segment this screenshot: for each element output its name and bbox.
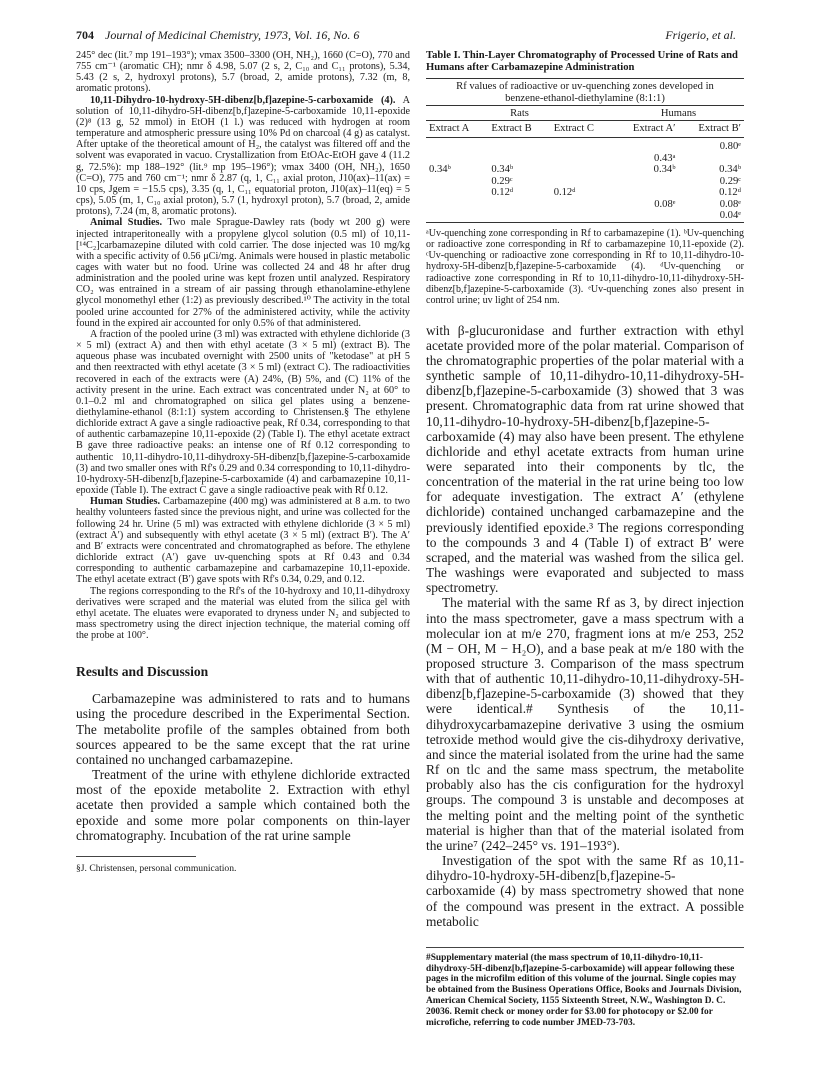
paragraph-human-studies — [76, 496, 410, 585]
paragraph-results-4: The material with the same Rf as 3, by direct injection into the mass spectrometer, gave a mass spectrum with a molecular ion at m/e 270, fragment ions at m/e 253, 252 (M − OH, M − H₂O), and a base peak at m/e 180 with the proposed structure 3. Comparison of the mass spectrum with that of authentic 10,11-dihydro-10,11-dihydroxy-5H-dibenz[b,f]azepine-5-carboxamide (3) showed that they were identical.# Synthesis of the 10,11-dihydroxycarbamazepine derivative 3 using the osmium tetroxide method would give the cis-dihydroxy derivative, and since the material isolated from the urine had the same Rf on tlc and the same mass spectrum, the metabolite probably also has the cis configuration for the hydroxyl groups. The compound 3 is unstable and decomposes at the melting point and the melting point of the synthetic material is higher than that of the material isolated from the urine⁷ (242–245° vs. 191–193°). — [426, 595, 744, 853]
paragraph-extraction: A fraction of the pooled urine (3 ml) was extracted with ethylene dichloride (3 × 5 ml) (extract A) and then with ethyl acetate (3 × 5 ml) (extract B). The aqueous phase was incubated overnight with 2500 units of "ketodase" at pH 5 and then reextracted with ethyl acetate (3 × 5 ml) (extract C). The radioactivities recovered in each of the extracts were (A) 24%, (B) 5%, and (C) 11% of the activity present in the urine. Each extract was concentrated under N₂ at 60° to 0.1–0.2 ml and chromatographed on silica gel plates using a benzene-diethylamine-ethanol (8:1:1) system according to Christensen.§ The ethylene dichloride extract A gave a single radioactive peak, Rf 0.34, corresponding to that of authentic carbamazepine 10,11-epoxide (2) (Table I). The ethyl acetate extract B gave three radioactive peaks: an intense one of Rf 0.12 corresponding to authentic 10,11-dihydro-10,11-dihydroxy-5H-dibenz[b,f]azepine-5-carboxamide (3) and two smaller ones with Rf's 0.29 and 0.34 corresponding to 10,11-dihydro-10-hydroxy-5H-dibenz[b,f]azepine-5-carboxamide (4) and carbamazepine 10,11-epoxide (Table I). The extract C gave a single radioactive peak with Rf 0.12. — [76, 328, 410, 497]
compound-4-text: A solution of 10,11-dihydro-5H-dibenz[b,f]azepine-5-carboxamide 10,11-epoxide (2)⁸ (13 g, 52 mmol) in EtOH (1 l.) was reduced with hydrogen at room temperature and atmospheric pressure using 10% Pd on charcoal (4 g) as catalyst. After uptake of the theoretical amount of H₂, the catalyst was filtered off and the solvent was evaporated in vacuo. Crystallization from EtOAc-EtOH gave 4 (11.2 g, 72.5%): mp 188–192° (lit.⁹ mp 195–196°); νmax 3400 (OH, NH₂), 1650 (C=O), 775 and 760 cm⁻¹; nmr δ 2.87 (q, 1, C₁₁ axial proton, J10(ax)–11(ax) = 10 cps, Jgem = −15.5 cps), 3.35 (q, 1, C₁₁ equatorial proton, J10(ax)–11(eq) = 5 cps), 5.05 (m, 1, C₁₀ axial proton), 5.7 (1, hydroxyl proton), 5.7 (broad, 2, amide protons), 7.24 (m, 8, aromatic protons). — [76, 94, 411, 218]
paragraph-mass-spec-method: The regions corresponding to the Rf's of the 10-hydroxy and 10,11-dihydroxy derivatives were scraped and the material was eluted from the silica gel with ethyl acetate. The eluates were evaporated to dryness under N₂ and subjected to mass spectrometry using the direct injection technique, the material coming off the probe at 100°. — [76, 585, 410, 642]
compound-4-heading: 10,11-Dihydro-10-hydroxy-5H-dibenz[b,f]azepine-5-carboxamide (4). — [90, 94, 396, 106]
paragraph-characterization: 245° dec (lit.⁷ mp 191–193°); νmax 3500–3300 (OH, NH₂), 1660 (C=O), 770 and 755 cm⁻¹ (aromatic CH); nmr δ 4.98, 5.07 (2 s, 2, C₁₀ and C₁₁ protons), 5.34, 5.43 (2 s, 2, hydroxyl protons), 5.7 (broad, 2, amide protons), 7.32 (m, 8, aromatic protons). — [76, 50, 410, 95]
column-header: Extract A — [426, 121, 488, 138]
table-cell: 0.34ᵇ 0.29ᶜ 0.12ᵈ — [488, 138, 550, 223]
table-cell: 0.43ᵃ 0.34ᵇ 0.08ᵉ — [613, 138, 678, 223]
paragraph-results-2: Treatment of the urine with ethylene dichloride extracted most of the epoxide metabolite 2. Extraction with ethyl acetate then provided a sample which contained both the epoxide and some more polar components on thin-layer chromatography. Incubation of the rat urine sample — [76, 767, 410, 843]
table-group-row — [426, 106, 744, 121]
running-authors: Frigerio, et al. — [665, 28, 736, 42]
animal-studies-text: Two male Sprague-Dawley rats (body wt 200 g) were injected intraperitoneally with a propylene glycol solution (0.5 ml) of 10,11-[¹⁴C₂]carbamazepine diluted with cold carrier. The dose injected was 10 mg/kg with a specific activity of 0.56 μCi/mg. Animals were housed in plastic metabolic cages with water but no food. Urine was collected 24 and 48 hr after drug administration and the pooled urine was kept frozen until analyzed. Respiratory CO₂ was entrained in a stream of air passing through ethanolamine-ethylene glycol monomethyl ether (1:2) as previously described.¹⁰ The activity in the total pooled urine accounted for 27% of the administered activity, while the activity found in the expired air accounted for only 0.5% of that administered. — [76, 217, 410, 329]
human-studies-heading: Human Studies. — [90, 496, 161, 508]
table-values-row — [426, 138, 744, 223]
page-header — [76, 28, 736, 44]
group-header-rats: Rats — [426, 106, 613, 121]
journal-citation: Journal of Medicinal Chemistry, 1973, Vol. 16, No. 6 — [105, 28, 360, 42]
section-heading: Results and Discussion — [76, 664, 209, 680]
supplementary-divider — [426, 947, 744, 948]
paragraph-compound-4 — [76, 95, 410, 218]
supplementary-note: #Supplementary material (the mass spectrum of 10,11-dihydro-10,11-dihydroxy-5H-dibenz[b,f]azepine-5-carboxamide) will appear following these pages in the microfilm edition of this volume of the journal. Single copies may be obtained from the Business Operations Office, Books and Journals Division, American Chemical Society, 1155 Sixteenth Street, N.W., Washington D. C. 20036. Remit check or money order for $3.00 for photocopy or $2.00 for microfiche, referring to code number JMED-73-703. — [426, 952, 742, 1028]
column-header: Extract B — [488, 121, 550, 138]
table-cell: 0.12ᵈ — [551, 138, 613, 223]
table-title: Table I. Thin-Layer Chromatography of Processed Urine of Rats and Humans after Carbamazepine Administration — [426, 50, 738, 73]
paragraph-results-3: with β-glucuronidase and further extraction with ethyl acetate provided more of the polar material. Comparison of the chromatographic properties of the polar material with a synthetic sample of 10,11-dihydro-10,11-dihydroxy-5H-dibenz[b,f]azepine-5-carboxamide (3) showed that 3 was present. Chromatographic data from rat urine showed that 10,11-dihydro-10-hydroxy-5H-dibenz[b,f]azepine-5-carboxamide (4) may also have been present. The ethylene dichloride and ethyl acetate extracts from human urine were separated into their components by tlc, the concentration of the material in the rat urine being too low for adequate investigation. The extract A′ (ethylene dichloride) contained unchanged carbamazepine and the previously identified epoxide.³ The regions corresponding to the compounds 3 and 4 (Table I) of extract B′ were scraped, and the material was washed from the silica gel. The washings were evaporated and subjected to mass spectrometry. — [426, 322, 744, 596]
table-caption-line-2: benzene-ethanol-diethylamine (8:1:1) — [505, 93, 665, 104]
column-header: Extract B′ — [678, 121, 744, 138]
page-number: 704 — [76, 28, 94, 42]
table-caption-line-1: Rf values of radioactive or uv-quenching zones developed in — [456, 81, 714, 92]
footnote-divider — [76, 856, 196, 857]
column-header: Extract C — [551, 121, 613, 138]
tlc-table — [426, 78, 744, 223]
left-column — [76, 50, 410, 874]
table-header-row — [426, 121, 744, 138]
right-column — [426, 50, 744, 1028]
table-cell: 0.80ᵉ 0.34ᵇ 0.29ᶜ 0.12ᵈ 0.08ᵉ 0.04ᵉ — [678, 138, 744, 223]
human-studies-text: Carbamazepine (400 mg) was administered at 8 a.m. to two healthy volunteers fasted since the previous night, and urine was collected for the following 24 hr. Urine (5 ml) was extracted with ethylene dichloride (3 × 5 ml) (extract A′) and subsequently with ethyl acetate (3 × 5 ml) (extract B′). The A′ and B′ extracts were concentrated and chromatographed as before. The ethylene dichloride extract (A′) gave uv-quenching spots at Rf 0.43 and 0.34 corresponding to authentic carbamazepine and carbamazepine 10,11-epoxide. The ethyl acetate extract (B′) gave spots with Rf's 0.34, 0.29, and 0.12. — [76, 496, 410, 586]
animal-studies-heading: Animal Studies. — [90, 217, 163, 229]
table-cell: 0.34ᵇ — [426, 138, 488, 223]
table-caption — [426, 79, 744, 106]
footnote: §J. Christensen, personal communication. — [76, 862, 237, 874]
table-footnotes: ᵃUv-quenching zone corresponding in Rf to carbamazepine (1). ᵇUv-quenching or radioactive zone corresponding in Rf to carbamazepine 10,11-epoxide (2). ᶜUv-quenching or radioactive zone corresponding in Rf to 10,11-dihydro-10-hydroxy-5H-dibenz[b,f]azepine-5-carboxamide (4). ᵈUv-quenching or radioactive zone corresponding in Rf to 10,11-dihydro-10,11-dihydroxy-5H-dibenz[b,f]azepine-5-carboxamide (3). ᵉUv-quenching zones also present in control urine; uv light of 254 nm. — [426, 227, 744, 307]
column-header: Extract A′ — [613, 121, 678, 138]
paragraph-results-1: Carbamazepine was administered to rats and to humans using the procedure described in the Experimental Section. The metabolite profile of the samples obtained from both sources appeared to be the same except that the rat urine contained no unchanged carbamazepine. — [76, 691, 410, 767]
paragraph-animal-studies — [76, 217, 410, 329]
group-header-humans: Humans — [613, 106, 744, 121]
paragraph-results-5: Investigation of the spot with the same Rf as 10,11-dihydro-10-hydroxy-5H-dibenz[b,f]azepine-5-carboxamide (4) by mass spectrometry showed that none of the compound was present in the extract. A possible metabolic — [426, 853, 744, 929]
table-caption-row — [426, 79, 744, 106]
